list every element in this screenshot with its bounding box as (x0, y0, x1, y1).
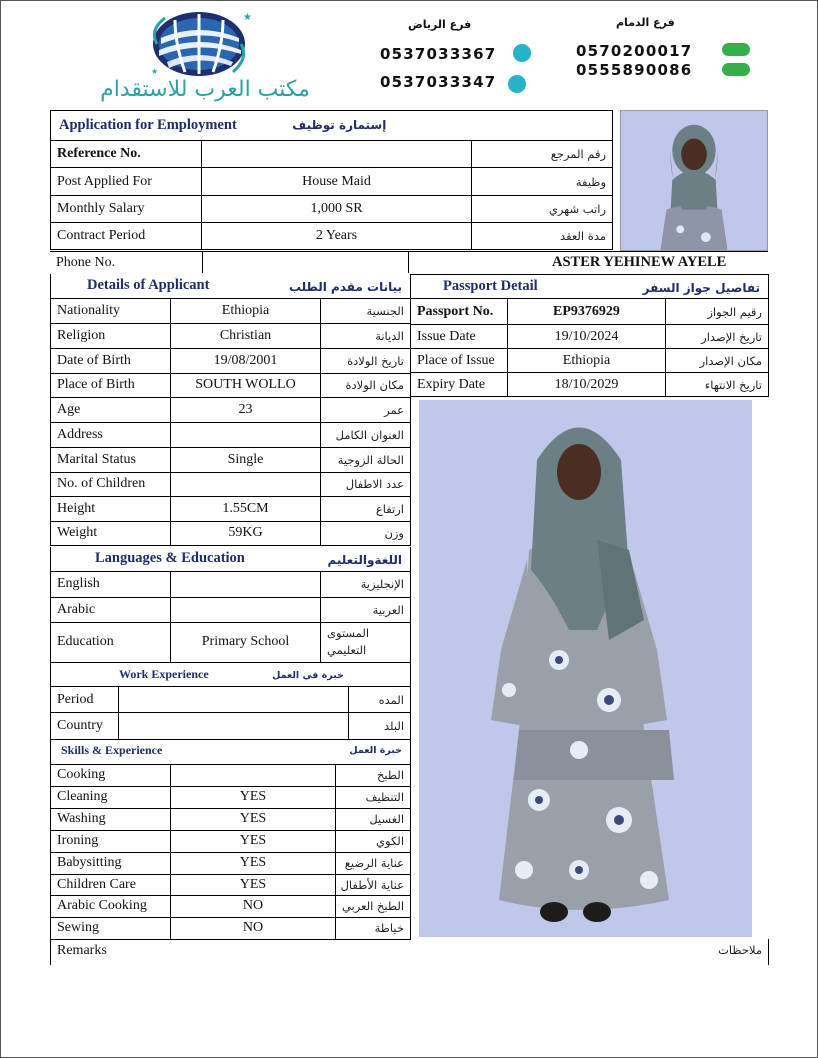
reference-value (202, 141, 472, 168)
application-title-en: Application for Employment (59, 117, 237, 133)
arabic-cooking-label: Arabic Cooking (51, 895, 171, 917)
contract-label: Contract Period (51, 223, 202, 250)
issue-date-label: Issue Date (411, 325, 508, 349)
phone-call-icon (722, 63, 750, 76)
address-value (171, 422, 321, 447)
nationality-value: Ethiopia (171, 298, 321, 323)
sewing-label: Sewing (51, 917, 171, 939)
arabic-label-ar: العربية (321, 597, 411, 622)
table-row (411, 325, 769, 349)
table-row (51, 852, 411, 874)
languages-title-ar: اللغةوالتعليم (327, 553, 402, 568)
table-row (51, 521, 411, 545)
childcare-label: Children Care (51, 874, 171, 895)
cooking-label: Cooking (51, 764, 171, 786)
country-value (119, 713, 349, 740)
table-row (51, 397, 411, 422)
table-row (51, 298, 411, 323)
country-label-ar: البلد (349, 713, 411, 740)
table-row (51, 895, 411, 917)
reference-label-ar: رقم المرجع (472, 141, 613, 168)
work-experience-table (50, 662, 411, 740)
table-row (51, 348, 411, 373)
post-label: Post Applied For (51, 168, 202, 196)
ironing-label: Ironing (51, 830, 171, 852)
phone-label: Phone No. (56, 255, 116, 270)
address-label-ar: العنوان الكامل (321, 422, 411, 447)
work-title-en: Work Experience (119, 666, 209, 681)
table-row (51, 687, 411, 713)
applicant-portrait-photo (620, 110, 768, 251)
passport-no-label-ar: رقيم الجواز (666, 299, 769, 325)
dob-value: 19/08/2001 (171, 348, 321, 373)
work-title-ar: خبرة في العمل (272, 669, 344, 681)
arabic-value (171, 597, 321, 622)
table-row (51, 223, 613, 250)
religion-label: Religion (51, 323, 171, 348)
table-row (51, 808, 411, 830)
table-row (51, 597, 411, 622)
passport-no-value: EP9376929 (508, 299, 666, 325)
company-logo (145, 8, 255, 80)
height-value: 1.55CM (171, 496, 321, 521)
applicant-name: ASTER YEHINEW AYELE (552, 254, 727, 270)
languages-title-en: Languages & Education (95, 550, 245, 567)
dammam-branch-title: فرع الدمام (616, 16, 675, 29)
english-label: English (51, 571, 171, 597)
babysitting-value: YES (171, 852, 336, 874)
table-row (51, 917, 411, 939)
issue-place-value: Ethiopia (508, 349, 666, 373)
table-row (51, 622, 411, 662)
education-label: Education (51, 622, 171, 662)
religion-label-ar: الديانة (321, 323, 411, 348)
height-label-ar: ارتفاع (321, 496, 411, 521)
birthplace-label: Place of Birth (51, 373, 171, 397)
post-label-ar: وظيفة (472, 168, 613, 196)
weight-label-ar: وزن (321, 521, 411, 545)
arabic-label: Arabic (51, 597, 171, 622)
sewing-label-ar: خياطة (336, 917, 411, 939)
cooking-label-ar: الطبخ (336, 764, 411, 786)
expiry-date-label: Expiry Date (411, 373, 508, 397)
table-row (51, 830, 411, 852)
dammam-phone-2[interactable]: 0555890086 (576, 61, 693, 79)
passport-title-row (411, 275, 769, 299)
application-table (50, 110, 613, 250)
weight-value: 59KG (171, 521, 321, 545)
cleaning-label: Cleaning (51, 786, 171, 808)
issue-place-label-ar: مكان الإصدار (666, 349, 769, 373)
svg-text:★: ★ (151, 67, 159, 76)
cooking-value (171, 764, 336, 786)
children-value (171, 472, 321, 496)
work-title-row (51, 663, 411, 687)
divider (50, 939, 51, 965)
svg-text:★: ★ (243, 12, 252, 23)
country-label: Country (51, 713, 119, 740)
table-row (51, 713, 411, 740)
issue-date-label-ar: تاريخ الإصدار (666, 325, 769, 349)
remarks-label: Remarks (57, 943, 107, 958)
skills-table (50, 739, 411, 940)
babysitting-label-ar: عناية الرضيع (336, 852, 411, 874)
passport-no-label: Passport No. (411, 299, 508, 325)
applicant-title-ar: بيانات مقدم الطلب (288, 280, 402, 295)
whatsapp-icon (508, 75, 526, 93)
english-label-ar: الإنجليزية (321, 571, 411, 597)
divider (768, 939, 769, 965)
table-row (51, 323, 411, 348)
issue-place-label: Place of Issue (411, 349, 508, 373)
birthplace-value: SOUTH WOLLO (171, 373, 321, 397)
languages-table (50, 547, 411, 663)
phone-call-icon (722, 43, 750, 56)
salary-label-ar: راتب شهري (472, 196, 613, 223)
table-row (411, 349, 769, 373)
table-row (51, 373, 411, 397)
applicant-title-row (51, 274, 411, 298)
weight-label: Weight (51, 521, 171, 545)
sewing-value: NO (171, 917, 336, 939)
address-label: Address (51, 422, 171, 447)
table-row (51, 141, 613, 168)
children-label-ar: عدد الاطفال (321, 472, 411, 496)
whatsapp-icon (513, 44, 531, 62)
table-row (51, 422, 411, 447)
cleaning-label-ar: التنظيف (336, 786, 411, 808)
washing-label-ar: الغسيل (336, 808, 411, 830)
washing-label: Washing (51, 808, 171, 830)
washing-value: YES (171, 808, 336, 830)
languages-title-row (51, 547, 411, 571)
table-row (51, 874, 411, 895)
babysitting-label: Babysitting (51, 852, 171, 874)
divider (408, 251, 409, 273)
age-label-ar: عمر (321, 397, 411, 422)
nationality-label-ar: الجنسية (321, 298, 411, 323)
contract-label-ar: مدة العقد (472, 223, 613, 250)
table-row (51, 571, 411, 597)
applicant-title-en: Details of Applicant (87, 277, 210, 294)
education-label-ar: المستوى التعليمي (321, 622, 411, 662)
age-value: 23 (171, 397, 321, 422)
nationality-label: Nationality (51, 298, 171, 323)
age-label: Age (51, 397, 171, 422)
dob-label: Date of Birth (51, 348, 171, 373)
arabic-cooking-value: NO (171, 895, 336, 917)
reference-label: Reference No. (51, 141, 202, 168)
cleaning-value: YES (171, 786, 336, 808)
period-value (119, 687, 349, 713)
table-row (51, 447, 411, 472)
expiry-date-value: 18/10/2029 (508, 373, 666, 397)
divider (202, 251, 203, 273)
marital-value: Single (171, 447, 321, 472)
passport-title-ar: تفاصيل جواز السفر (642, 281, 760, 295)
company-name: مكتب العرب للاستقدام (100, 77, 310, 102)
contract-value: 2 Years (202, 223, 472, 250)
skills-title-ar: خبرة العمل (349, 745, 403, 757)
table-row (51, 168, 613, 196)
marital-label-ar: الحالة الزوجية (321, 447, 411, 472)
issue-date-value: 19/10/2024 (508, 325, 666, 349)
applicant-details-table (50, 274, 411, 546)
expiry-date-label-ar: تاريخ الانتهاء (666, 373, 769, 397)
period-label-ar: المده (349, 687, 411, 713)
remarks-label-ar: ملاحظات (718, 943, 762, 957)
ironing-value: YES (171, 830, 336, 852)
arabic-cooking-label-ar: الطبخ العربي (336, 895, 411, 917)
education-value: Primary School (171, 622, 321, 662)
application-title-row (51, 111, 613, 141)
divider (50, 251, 768, 252)
ironing-label-ar: الكوي (336, 830, 411, 852)
table-row (411, 299, 769, 325)
passport-table (410, 274, 769, 397)
dob-label-ar: تاريخ الولادة (321, 348, 411, 373)
height-label: Height (51, 496, 171, 521)
skills-title-en: Skills & Experience (61, 743, 163, 758)
skills-title-row (51, 739, 411, 764)
children-label: No. of Children (51, 472, 171, 496)
dammam-phone-1[interactable]: 0570200017 (576, 42, 693, 60)
marital-label: Marital Status (51, 447, 171, 472)
riyadh-phone-2[interactable]: 0537033347 (380, 73, 497, 91)
birthplace-label-ar: مكان الولادة (321, 373, 411, 397)
riyadh-branch-title: فرع الرياض (408, 18, 472, 31)
table-row (51, 196, 613, 223)
table-row (51, 496, 411, 521)
passport-title-en: Passport Detail (443, 278, 538, 294)
riyadh-phone-1[interactable]: 0537033367 (380, 45, 497, 63)
post-value: House Maid (202, 168, 472, 196)
applicant-full-body-photo (419, 400, 752, 937)
salary-value: 1,000 SR (202, 196, 472, 223)
period-label: Period (51, 687, 119, 713)
application-title-ar: إستمارة توظيف (292, 118, 387, 132)
salary-label: Monthly Salary (51, 196, 202, 223)
table-row (51, 472, 411, 496)
childcare-label-ar: عناية الأطفال (336, 874, 411, 895)
table-row (51, 764, 411, 786)
religion-value: Christian (171, 323, 321, 348)
childcare-value: YES (171, 874, 336, 895)
table-row (411, 373, 769, 397)
table-row (51, 786, 411, 808)
english-value (171, 571, 321, 597)
